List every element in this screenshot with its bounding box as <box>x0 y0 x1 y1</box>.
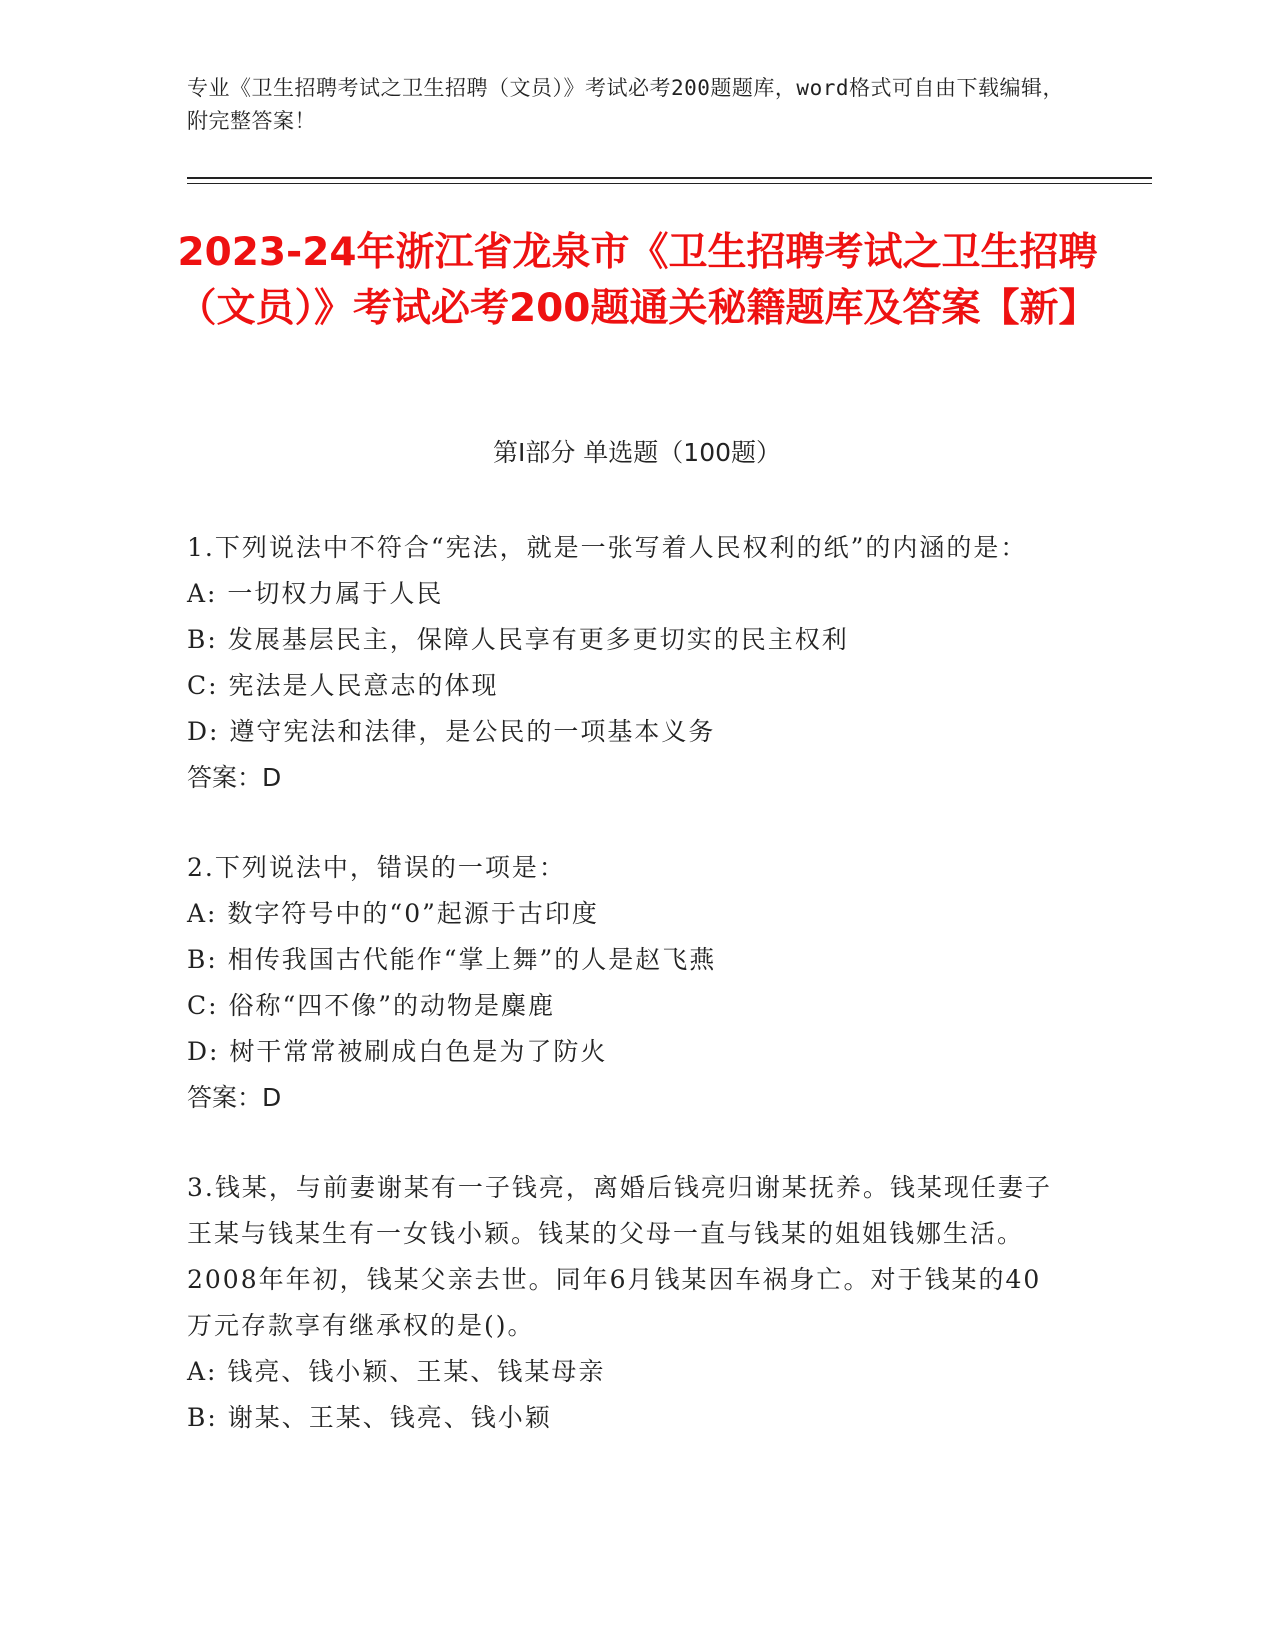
header-divider-thick <box>187 177 1152 179</box>
option-a: A: 一切权力属于人民 <box>187 579 444 608</box>
question-3 <box>187 1165 1067 1441</box>
question-stem: 2.下列说法中，错误的一项是： <box>187 853 566 882</box>
answer: 答案：D <box>187 763 282 792</box>
question-stem: 1.下列说法中不符合“宪法，就是一张写着人民权利的纸”的内涵的是： <box>187 533 1028 562</box>
answer: 答案：D <box>187 1083 282 1112</box>
question-list <box>187 525 1067 1485</box>
option-d: D: 遵守宪法和法律，是公民的一项基本义务 <box>187 717 716 746</box>
option-d: D: 树干常常被刷成白色是为了防火 <box>187 1037 608 1066</box>
option-b: B: 发展基层民主，保障人民享有更多更切实的民主权利 <box>187 625 849 654</box>
option-c: C: 宪法是人民意志的体现 <box>187 671 499 700</box>
option-b: B: 谢某、王某、钱亮、钱小颖 <box>187 1403 552 1432</box>
option-b: B: 相传我国古代能作“掌上舞”的人是赵飞燕 <box>187 945 717 974</box>
question-1 <box>187 525 1067 801</box>
header-divider-thin <box>187 183 1152 184</box>
option-c: C: 俗称“四不像”的动物是麋鹿 <box>187 991 556 1020</box>
question-stem: 3.钱某，与前妻谢某有一子钱亮，离婚后钱亮归谢某抚养。钱某现任妻子王某与钱某生有一女钱小颖。钱某的父母一直与钱某的姐姐钱娜生活。2008年年初，钱某父亲去世。同年6月钱某因车祸身亡。对于钱某的40万元存款享有继承权的是()。 <box>187 1173 1052 1340</box>
question-2 <box>187 845 1067 1121</box>
header-note: 专业《卫生招聘考试之卫生招聘（文员）》考试必考200题题库，word格式可自由下载编辑，附完整答案！ <box>187 76 1064 133</box>
section-title: 第Ⅰ部分 单选题（100题） <box>492 438 782 467</box>
option-a: A: 数字符号中的“0”起源于古印度 <box>187 899 599 928</box>
option-a: A: 钱亮、钱小颖、王某、钱某母亲 <box>187 1357 606 1386</box>
document-title: 2023-24年浙江省龙泉市《卫生招聘考试之卫生招聘（文员）》考试必考200题通关秘籍题库及答案【新】 <box>177 230 1098 331</box>
